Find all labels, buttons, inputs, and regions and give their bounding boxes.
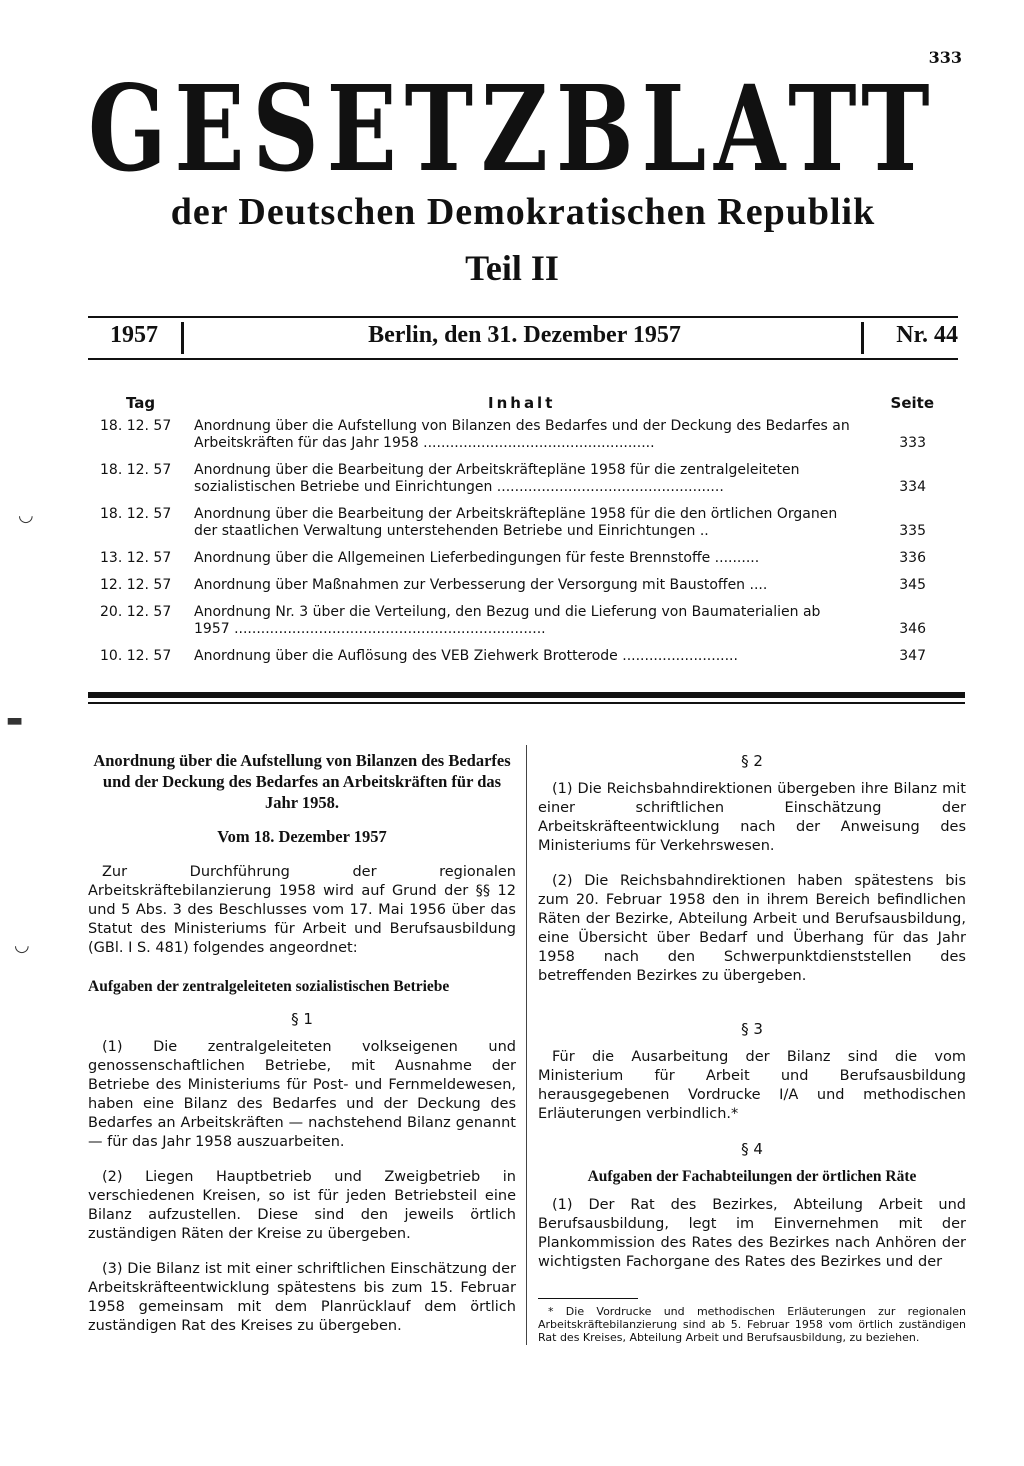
paragraph-1-1: (1) Die zentralgeleiteten volkseigenen und genossenschaftlichen Betriebe, mit Ausnahme der Betriebe des Ministeriums für Post- und Fernmeldewesen, haben eine Bilanz des Bedarfes und der Deckung des Bedarfes an Arbeitskräften — nachstehend Bilanz genannt — für das Jahr 1958 auszuarbeiten. [88, 1039, 516, 1150]
toc-row [88, 577, 958, 594]
toc-row-page: 335 [899, 523, 926, 539]
toc-row [88, 550, 958, 567]
toc-row [88, 604, 958, 638]
toc-row-date: 12. 12. 57 [100, 577, 172, 593]
toc-row [88, 648, 958, 665]
toc-row-title: Anordnung Nr. 3 über die Verteilung, den Bezug und die Lieferung von Baumaterialien ab 1957 ...................................................................... [194, 604, 821, 637]
toc-row-date: 18. 12. 57 [100, 418, 172, 434]
paragraph-4-sign: § 4 [741, 1140, 763, 1158]
column-divider [526, 745, 527, 1345]
toc-row-date: 20. 12. 57 [100, 604, 172, 620]
toc-row-page: 347 [899, 648, 926, 664]
toc-row-date: 18. 12. 57 [100, 462, 172, 478]
table-of-contents [88, 392, 958, 675]
toc-row-page: 346 [899, 621, 926, 637]
issue-place-date: Berlin, den 31. Dezember 1957 [188, 322, 864, 354]
toc-rows [88, 418, 958, 665]
toc-row-page: 334 [899, 479, 926, 495]
divider-thick [88, 692, 965, 698]
divider-thin [88, 702, 965, 704]
paragraph-2-sign: § 2 [741, 752, 763, 770]
paragraph-2-2: (2) Die Reichsbahndirektionen haben spätestens bis zum 20. Februar 1958 den in ihrem Bereich befindlichen Räten der Bezirke, Abteilung Arbeit und Berufsausbildung, eine Übersicht über Bedarf und Überhang für das Jahr 1958 nach den Schwerpunktdienststellen des betreffenden Bezirkes zu übergeben. [538, 873, 966, 984]
article-title: Anordnung über die Aufstellung von Bilanzen des Bedarfes und der Deckung des Bedarfes an Arbeitskräften für das Jahr 1958. [93, 751, 511, 812]
masthead-subtitle: der Deutschen Demokratischen Republik [170, 191, 876, 233]
toc-row [88, 418, 958, 452]
toc-row [88, 462, 958, 496]
toc-row-title: Anordnung über die Bearbeitung der Arbeitskräftepläne 1958 für die zentralgeleiteten sozialistischen Betriebe und Einrichtungen ................................................... [194, 462, 800, 495]
margin-check-mark: ◡ [14, 935, 30, 956]
toc-header [88, 392, 958, 418]
toc-row-page: 336 [899, 550, 926, 566]
section-heading-local: Aufgaben der Fachabteilungen der örtlichen Räte [587, 1168, 917, 1185]
footnote: * Die Vordrucke und methodischen Erläuterungen zur regionalen Arbeitskräftebilanzierung sind ab 5. Februar 1958 vom örtlich zuständigen Rat des Kreises, Abteilung Arbeit und Berufsausbildung, zu beziehen. [538, 1305, 966, 1344]
paragraph-3-sign: § 3 [741, 1020, 763, 1038]
paragraph-1-sign: § 1 [291, 1010, 313, 1028]
toc-row [88, 506, 958, 540]
toc-row-date: 18. 12. 57 [100, 506, 172, 522]
footnote-rule [538, 1298, 638, 1299]
issue-year: 1957 [88, 322, 184, 354]
toc-header-content: Inhalt [488, 394, 556, 412]
page-number: 333 [928, 48, 962, 67]
toc-row-page: 333 [899, 435, 926, 451]
toc-row-title: Anordnung über die Allgemeinen Lieferbedingungen für feste Brennstoffe .......... [194, 550, 760, 566]
toc-row-title: Anordnung über die Aufstellung von Bilanzen des Bedarfes und der Deckung des Bedarfes an Arbeitskräften für das Jahr 1958 .................................................... [194, 418, 850, 451]
toc-row-date: 10. 12. 57 [100, 648, 172, 664]
issue-bar [88, 316, 958, 360]
article-preamble: Zur Durchführung der regionalen Arbeitskräftebilanzierung 1958 wird auf Grund der §§ 12 und 5 Abs. 3 des Beschlusses vom 17. Mai 1956 über das Statut des Ministeriums für Arbeit und Berufsausbildung (GBl. I S. 481) folgendes angeordnet: [88, 864, 516, 956]
toc-header-page: Seite [890, 394, 934, 412]
paragraph-2-1: (1) Die Reichsbahndirektionen übergeben ihre Bilanz mit einer schriftlichen Einschätzung der Arbeitskräfteentwicklung nach der Anweisung des Ministeriums für Verkehrswesen. [538, 781, 966, 854]
paragraph-1-2: (2) Liegen Hauptbetrieb und Zweigbetrieb in verschiedenen Kreisen, so ist für jeden Betriebsteil eine Bilanz aufzustellen. Diese sind den jeweils örtlich zuständigen Räten der Kreise zu übergeben. [88, 1169, 516, 1242]
toc-row-title: Anordnung über die Auflösung des VEB Ziehwerk Brotterode .......................... [194, 648, 738, 664]
toc-header-date: Tag [126, 394, 156, 412]
margin-mark: ▬ [6, 710, 24, 731]
left-column [88, 750, 516, 1336]
margin-check-mark: ◡ [18, 505, 34, 526]
paragraph-3-1: Für die Ausarbeitung der Bilanz sind die vom Ministerium für Arbeit und Berufsausbildung herausgegebenen Vordrucke I/A und methodischen Erläuterungen verbindlich.* [538, 1049, 966, 1122]
article-date: Vom 18. Dezember 1957 [217, 827, 387, 846]
section-heading-central: Aufgaben der zentralgeleiteten sozialistischen Betriebe [88, 978, 450, 995]
masthead-part: Teil II [465, 248, 559, 288]
paragraph-1-3: (3) Die Bilanz ist mit einer schriftlichen Einschätzung der Arbeitskräfteentwicklung spätestens bis zum 15. Februar 1958 gemeinsam mit dem Planrücklauf dem örtlich zuständigen Rat des Kreises zu übergeben. [88, 1261, 516, 1334]
toc-row-page: 345 [899, 577, 926, 593]
masthead-title: GESETZBLATT [88, 59, 938, 198]
toc-row-date: 13. 12. 57 [100, 550, 172, 566]
right-column [538, 750, 966, 1344]
toc-row-title: Anordnung über die Bearbeitung der Arbeitskräftepläne 1958 für die den örtlichen Organen der staatlichen Verwaltung unterstehenden Betriebe und Einrichtungen .. [194, 506, 838, 539]
issue-number: Nr. 44 [896, 322, 958, 348]
paragraph-4-1: (1) Der Rat des Bezirkes, Abteilung Arbeit und Berufsausbildung, legt im Einvernehmen mit der Plankommission des Rates des Bezirkes nach Anhören der wichtigsten Fachorgane des Rates des Bezirkes und der [538, 1197, 966, 1270]
toc-row-title: Anordnung über Maßnahmen zur Verbesserung der Versorgung mit Baustoffen .... [194, 577, 768, 593]
